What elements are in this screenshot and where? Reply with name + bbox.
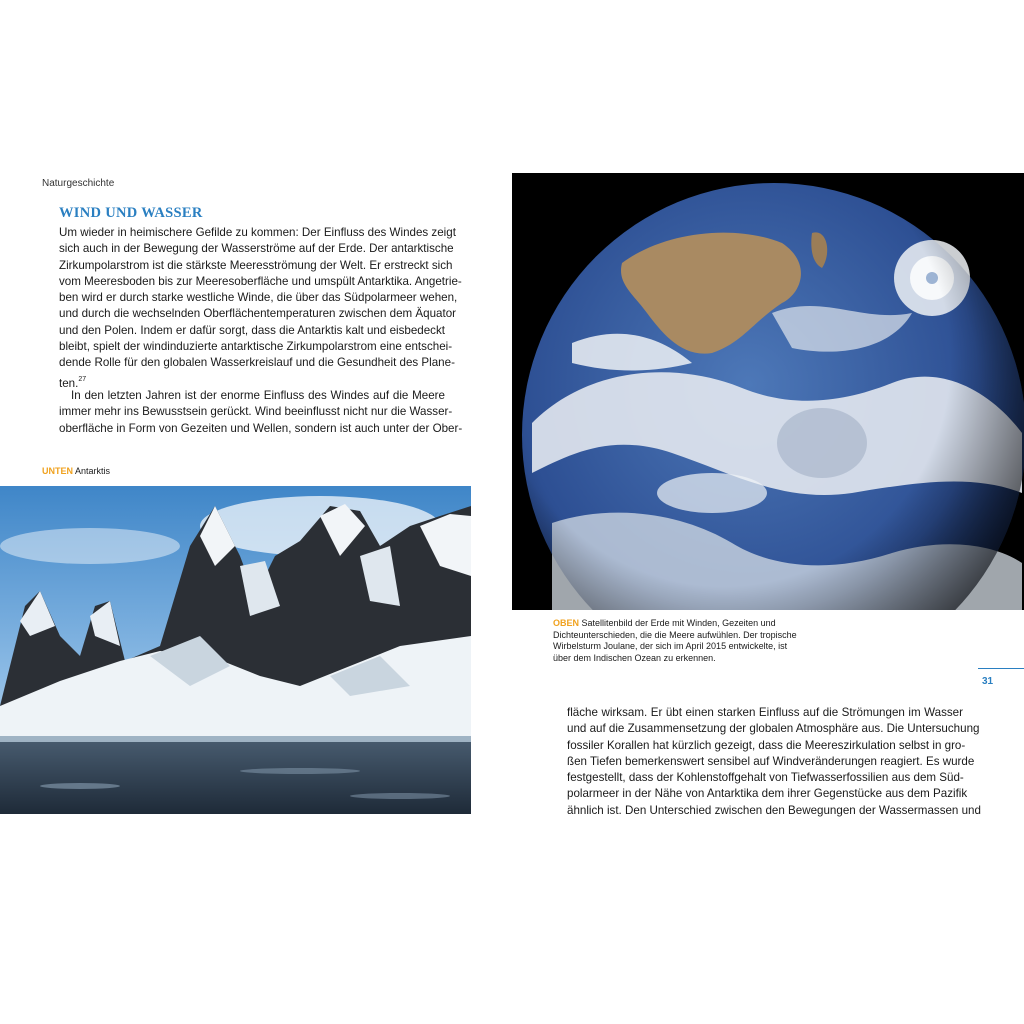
caption-text: Antarktis (75, 466, 111, 476)
caption-tag: OBEN (553, 618, 580, 628)
text-line: ben wird er durch starke westliche Winde, die über das Südpolarmeer wehen, (59, 291, 458, 305)
left-column-text (59, 225, 463, 437)
text-line: und auf die Zusammensetzung der globalen Atmosphäre aus. Die Untersuchung (567, 722, 980, 736)
text-line: polarmeer in der Nähe von Antarktika dem ihrer Gegenstücke aus dem Pazifik (567, 787, 968, 801)
caption-line: Wirbelsturm Joulane, der sich im April 2015 entwickelte, ist (553, 641, 788, 651)
text-line: ähnlich ist. Den Unterschied zwischen den Bewegungen der Wassermassen und (567, 803, 981, 817)
caption-line: Dichteunterschieden, die die Meere aufwühlen. Der tropische (553, 629, 797, 640)
text-line: Um wieder in heimischere Gefilde zu kommen: Der Einfluss des Windes zeigt (59, 226, 456, 239)
right-column-text (567, 705, 981, 819)
running-head: Naturgeschichte (42, 178, 115, 189)
caption-earth (553, 618, 813, 664)
text-fragment: ten. (59, 376, 79, 390)
text-line (59, 372, 445, 388)
text-line: bleibt, spielt der windinduzierte antarktische Zirkumpolarstrom eine entschei- (59, 340, 453, 354)
section-title: WIND UND WASSER (59, 205, 203, 221)
text-line: ßen Tiefen bemerkenswert sensibel auf Windveränderungen reagiert. Es wurde (567, 754, 975, 768)
text-line: immer mehr ins Bewusstsein gerückt. Wind beeinflusst nicht nur die Wasser- (59, 405, 453, 419)
text-line: In den letzten Jahren ist der enorme Einfluss des Windes auf die Meere (71, 388, 445, 402)
text-line: dende Rolle für den globalen Wasserkreislauf und die Gesundheit des Plane- (59, 356, 455, 370)
earth-satellite-photo (512, 173, 1024, 610)
antarctica-photo (0, 486, 471, 814)
caption-line (553, 618, 813, 630)
folio-rule (978, 668, 1024, 669)
caption-text: Satellitenbild der Erde mit Winden, Gezeiten und (581, 618, 776, 628)
text-line: oberfläche in Form von Gezeiten und Wellen, sondern ist auch unter der Ober- (59, 421, 463, 435)
caption-tag: UNTEN (42, 466, 73, 476)
text-line: festgestellt, dass der Kohlenstoffgehalt von Tiefwasserfossilien aus dem Süd- (567, 771, 964, 785)
caption-line: über dem Indischen Ozean zu erkennen. (553, 652, 716, 663)
text-line: und durch die wechselnden Oberflächentemperaturen zwischen dem Äquator (59, 307, 457, 321)
text-line: fläche wirksam. Er übt einen starken Einfluss auf die Strömungen im Wasser (567, 706, 963, 719)
footnote-marker: 27 (78, 375, 87, 383)
page-number: 31 (982, 676, 994, 687)
text-line: und den Polen. Indem er dafür sorgt, dass die Antarktis kalt und eisbedeckt (59, 323, 445, 337)
text-line: Zirkumpolarstrom ist die stärkste Meeresströmung der Welt. Er erstreckt sich (59, 258, 453, 272)
text-line: fossiler Korallen hat kürzlich gezeigt, dass die Meereszirkulation selbst in gro- (567, 738, 966, 752)
text-line: sich auch in der Bewegung der Wasserströme auf der Erde. Der antarktische (59, 242, 454, 256)
text-line: vom Meeresboden bis zur Meeresoberfläche und umspült Antarktika. Angetrie- (59, 274, 462, 288)
caption-antarctica (42, 466, 110, 478)
